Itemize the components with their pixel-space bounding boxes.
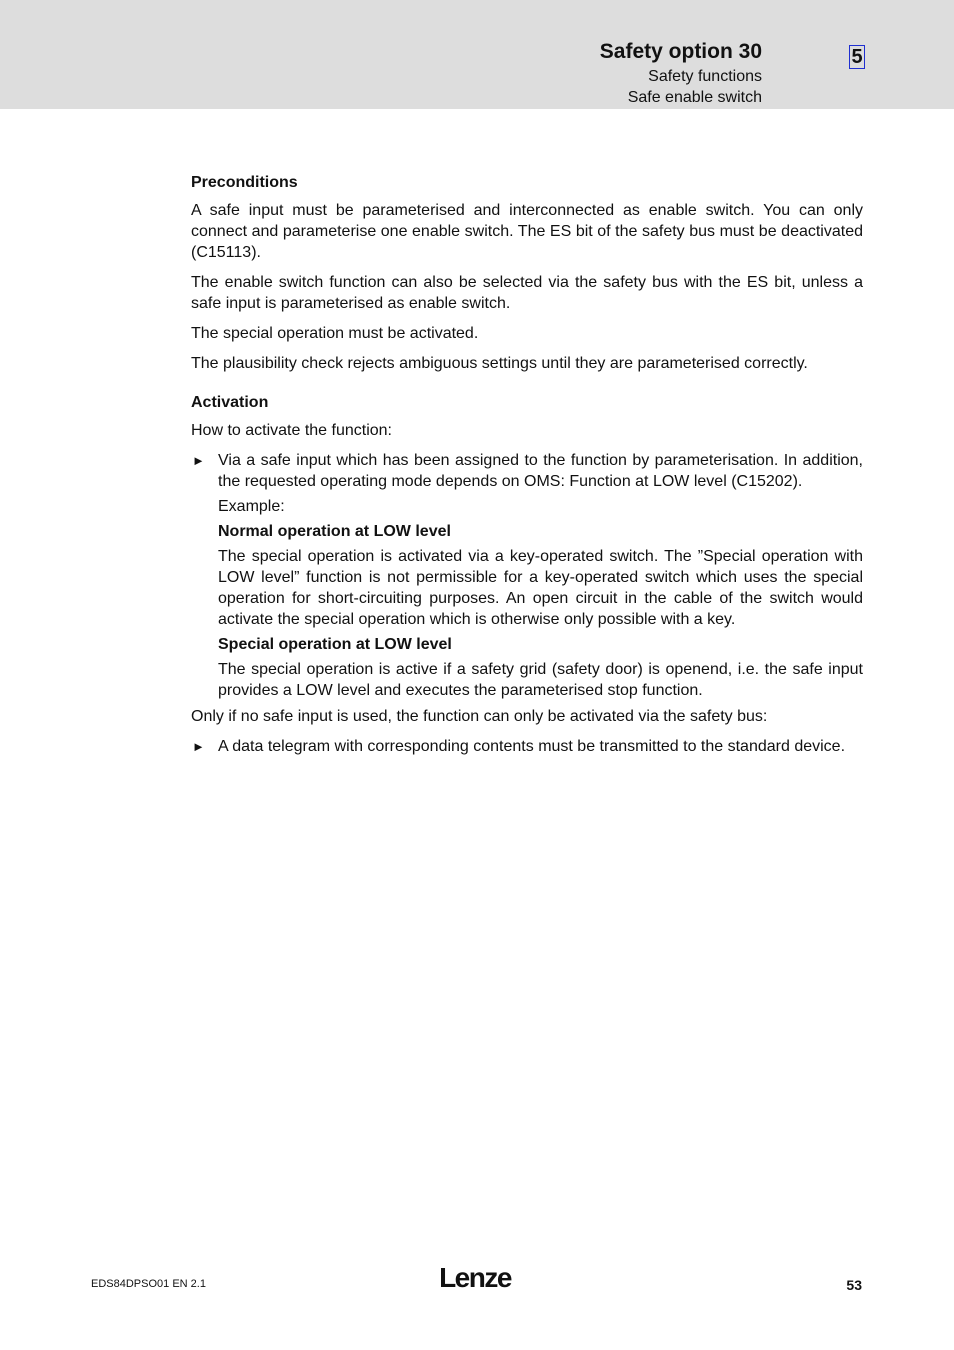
safety-bus-paragraph: Only if no safe input is used, the function can only be activated via the safety bus: — [191, 708, 768, 725]
normal-operation-text: The special operation is activated via a key-operated switch. The ”Special operation with LOW level” function is not permissible for a key-operated switch which uses the special operation for short-circuiting purposes. An open circuit in the cable of the switch would activate the special operation which is otherwise only possible with a key. — [218, 548, 863, 628]
special-operation-heading: Special operation at LOW level — [218, 636, 452, 653]
preconditions-heading: Preconditions — [191, 174, 298, 191]
normal-operation-heading: Normal operation at LOW level — [218, 523, 451, 540]
subsection-subtitle: Safe enable switch — [627, 89, 762, 106]
preconditions-paragraph-1: A safe input must be parameterised and interconnected as enable switch. You can only connect and parameterise one enable switch. The ES bit of the safety bus must be deactivated (C15113). — [191, 202, 863, 261]
list-item — [191, 736, 863, 757]
bullet-arrow-icon: ► — [192, 739, 205, 754]
special-operation-text: The special operation is active if a safety grid (safety door) is openend, i.e. the safe input provides a LOW level and executes the parameterised stop function. — [218, 661, 863, 699]
lenze-logo-text: Lenze — [439, 1262, 511, 1292]
bullet-arrow-icon: ► — [192, 453, 205, 468]
page-number: 53 — [846, 1277, 862, 1293]
example-label: Example: — [218, 498, 285, 515]
activation-intro: How to activate the function: — [191, 422, 392, 439]
document-id: EDS84DPSO01 EN 2.1 — [91, 1278, 206, 1290]
header-band — [0, 0, 954, 109]
bullet-text: Via a safe input which has been assigned to the function by parameterisation. In addition, the requested operating mode depends on OMS: Function at LOW level (C15202). — [218, 452, 863, 490]
lenze-logo — [436, 1262, 514, 1292]
preconditions-paragraph-2: The enable switch function can also be selected via the safety bus with the ES bit, unless a safe input is parameterised as enable switch. — [191, 274, 863, 312]
preconditions-paragraph-4: The plausibility check rejects ambiguous settings until they are parameterised correctly. — [191, 355, 808, 372]
preconditions-paragraph-3: The special operation must be activated. — [191, 325, 479, 342]
list-item — [191, 450, 863, 701]
bullet-text: A data telegram with corresponding contents must be transmitted to the standard device. — [218, 738, 846, 755]
chapter-badge[interactable]: 5 — [849, 45, 865, 69]
activation-heading: Activation — [191, 394, 269, 411]
section-subtitle: Safety functions — [648, 68, 762, 85]
page-title: Safety option 30 — [599, 40, 762, 63]
main-content — [191, 172, 863, 762]
